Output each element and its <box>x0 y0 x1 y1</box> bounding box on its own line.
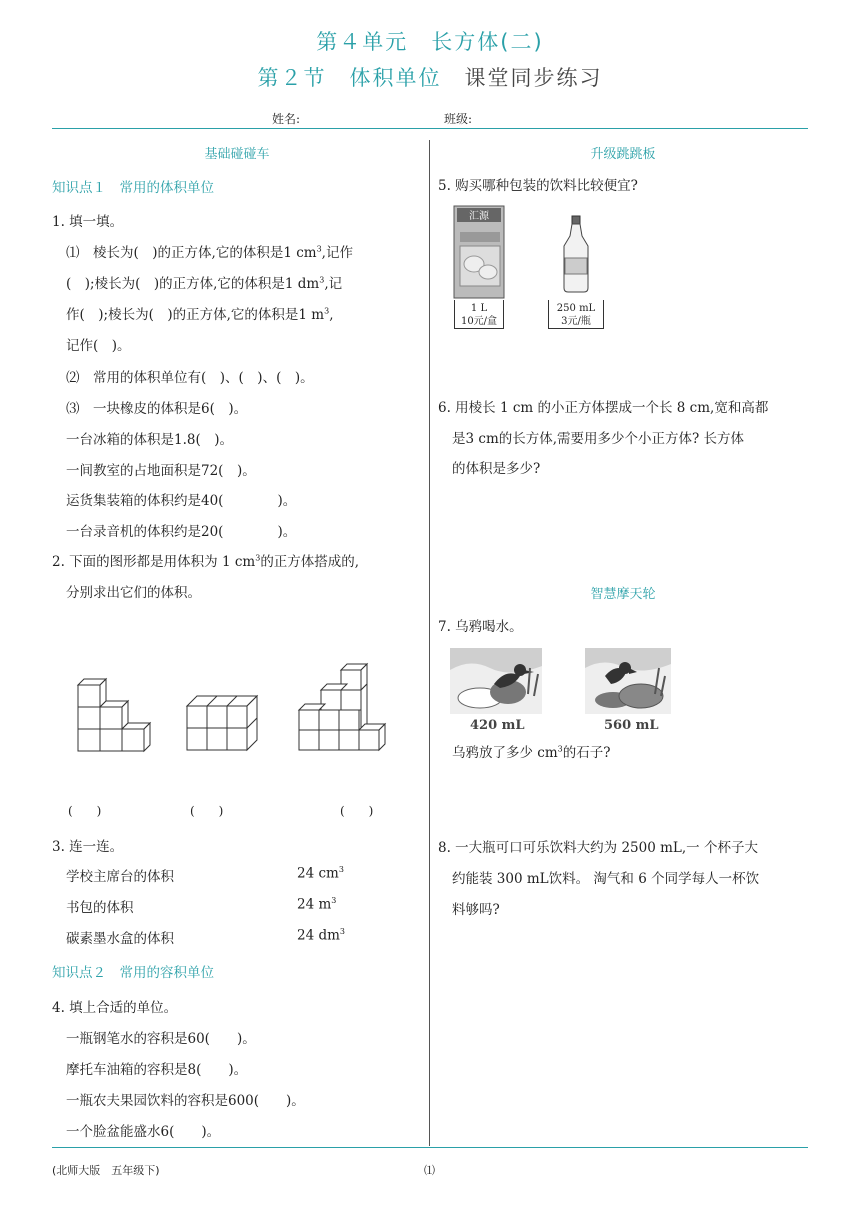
q1-p3b: 一台冰箱的体积是1.8( )。 <box>66 432 234 448</box>
q2-answer-1: ( ) <box>68 804 102 818</box>
crow-image-1 <box>450 648 542 714</box>
juice-box-label <box>454 300 504 329</box>
q3-item-1: 学校主席台的体积 <box>66 869 174 885</box>
q1-p3d: 运货集装箱的体积约是40( )。 <box>66 493 297 509</box>
juice-box-image <box>452 202 508 300</box>
q1-title: 1. 填一填。 <box>52 214 124 230</box>
practice-label: 课堂同步练习 <box>464 66 603 90</box>
bottle-size: 250 mL <box>556 303 596 314</box>
footer-rule <box>52 1147 808 1148</box>
q5-text: 5. 购买哪种包装的饮料比较便宜? <box>438 178 638 194</box>
sup: 3 <box>324 306 330 316</box>
sup: 3 <box>316 244 322 254</box>
knowledge-point-2: 知识点２ 常用的容积单位 <box>52 965 214 981</box>
edition-label: (北师大版 五年级下) <box>52 1164 160 1177</box>
q2-line1: 2. 下面的图形都是用体积为 1 $cm^3$的正方体搭成的, <box>52 553 360 570</box>
section-wisdom: 智慧摩天轮 <box>590 587 656 602</box>
q8-line2: 约能装 300 mL饮料。 淘气和 6 个同学每人一杯饮 <box>452 871 760 887</box>
cube-figure-2 <box>183 688 273 758</box>
crow-volume-1: 420 mL <box>470 718 525 733</box>
crow-image-2 <box>585 648 671 714</box>
q2-line2: 分别求出它们的体积。 <box>66 585 201 601</box>
sup: 3 <box>255 553 261 563</box>
q1-p3c: 一间教室的占地面积是72( )。 <box>66 463 256 479</box>
header-rule <box>52 128 808 129</box>
bottle-image <box>558 214 594 294</box>
page-number: ⑴ <box>424 1164 435 1177</box>
q1-p1-line1: ⑴ 棱长为( )的正方体,它的体积是1 $cm^3$,记作 <box>66 244 353 261</box>
q4-line-3: 一瓶农夫果园饮料的容积是600( )。 <box>66 1093 305 1109</box>
class-label: 班级: <box>444 112 473 126</box>
juice-box-price: 10元/盒 <box>460 316 498 327</box>
q3-value-2: 24 $m^3$ <box>297 896 337 913</box>
q3-item-3: 碳素墨水盒的体积 <box>66 931 174 947</box>
sup: 3 <box>557 744 563 754</box>
section-basic: 基础碰碰车 <box>204 147 270 162</box>
q6-line2: 是3 cm的长方体,需要用多少个小正方体? 长方体 <box>452 431 745 447</box>
q4-line-1: 一瓶钢笔水的容积是60( )。 <box>66 1031 256 1047</box>
bottle-price: 3元/瓶 <box>561 316 591 327</box>
name-label: 姓名: <box>272 112 301 126</box>
unit-title: 第４单元 长方体(二) <box>316 30 544 54</box>
q3-value-1: 24 $cm^3$ <box>297 865 344 882</box>
q3-item-2: 书包的体积 <box>66 900 134 916</box>
q1-p3e: 一台录音机的体积约是20( )。 <box>66 524 297 540</box>
juice-box-size: 1 L <box>470 303 488 314</box>
svg-text:汇源: 汇源 <box>469 211 489 222</box>
lesson-name: 第２节 体积单位 <box>257 66 442 90</box>
q2-answer-2: ( ) <box>190 804 224 818</box>
cube-figure-1 <box>70 655 160 755</box>
q1-p1-line3: 作( );棱长为( )的正方体,它的体积是1 $m^3$, <box>66 306 334 323</box>
crow-volume-2: 560 mL <box>604 718 659 733</box>
q6-line1: 6. 用棱长 1 cm 的小正方体摆成一个长 8 cm,宽和高都 <box>438 400 769 416</box>
q8-line1: 8. 一大瓶可口可乐饮料大约为 2500 mL,一 个杯子大 <box>438 840 758 856</box>
column-divider <box>429 140 430 1146</box>
bottle-label <box>548 300 604 329</box>
q3-title: 3. 连一连。 <box>52 839 124 855</box>
q4-line-4: 一个脸盆能盛水6( )。 <box>66 1124 221 1140</box>
q1-p1-line2: ( );棱长为( )的正方体,它的体积是1 $dm^3$,记 <box>66 275 343 292</box>
q1-p3: ⑶ 一块橡皮的体积是6( )。 <box>66 401 248 417</box>
cube-figure-3 <box>295 658 390 758</box>
lesson-title <box>0 62 860 92</box>
q4-title: 4. 填上合适的单位。 <box>52 1000 178 1016</box>
section-advance: 升级跳跳板 <box>590 147 656 162</box>
q8-line3: 料够吗? <box>452 902 500 918</box>
q1-p1-line4: 记作( )。 <box>66 338 131 354</box>
q6-line3: 的体积是多少? <box>452 461 541 477</box>
q7-title: 7. 乌鸦喝水。 <box>438 619 523 635</box>
q4-line-2: 摩托车油箱的容积是8( )。 <box>66 1062 248 1078</box>
q3-value-3: 24 $dm^3$ <box>297 927 346 944</box>
sup: 3 <box>319 275 325 285</box>
q1-p2: ⑵ 常用的体积单位有( )、( )、( )。 <box>66 370 314 386</box>
q2-answer-3: ( ) <box>340 804 374 818</box>
q7-question: 乌鸦放了多少 $cm^3$的石子? <box>452 744 611 761</box>
knowledge-point-1: 知识点１ 常用的体积单位 <box>52 180 214 196</box>
